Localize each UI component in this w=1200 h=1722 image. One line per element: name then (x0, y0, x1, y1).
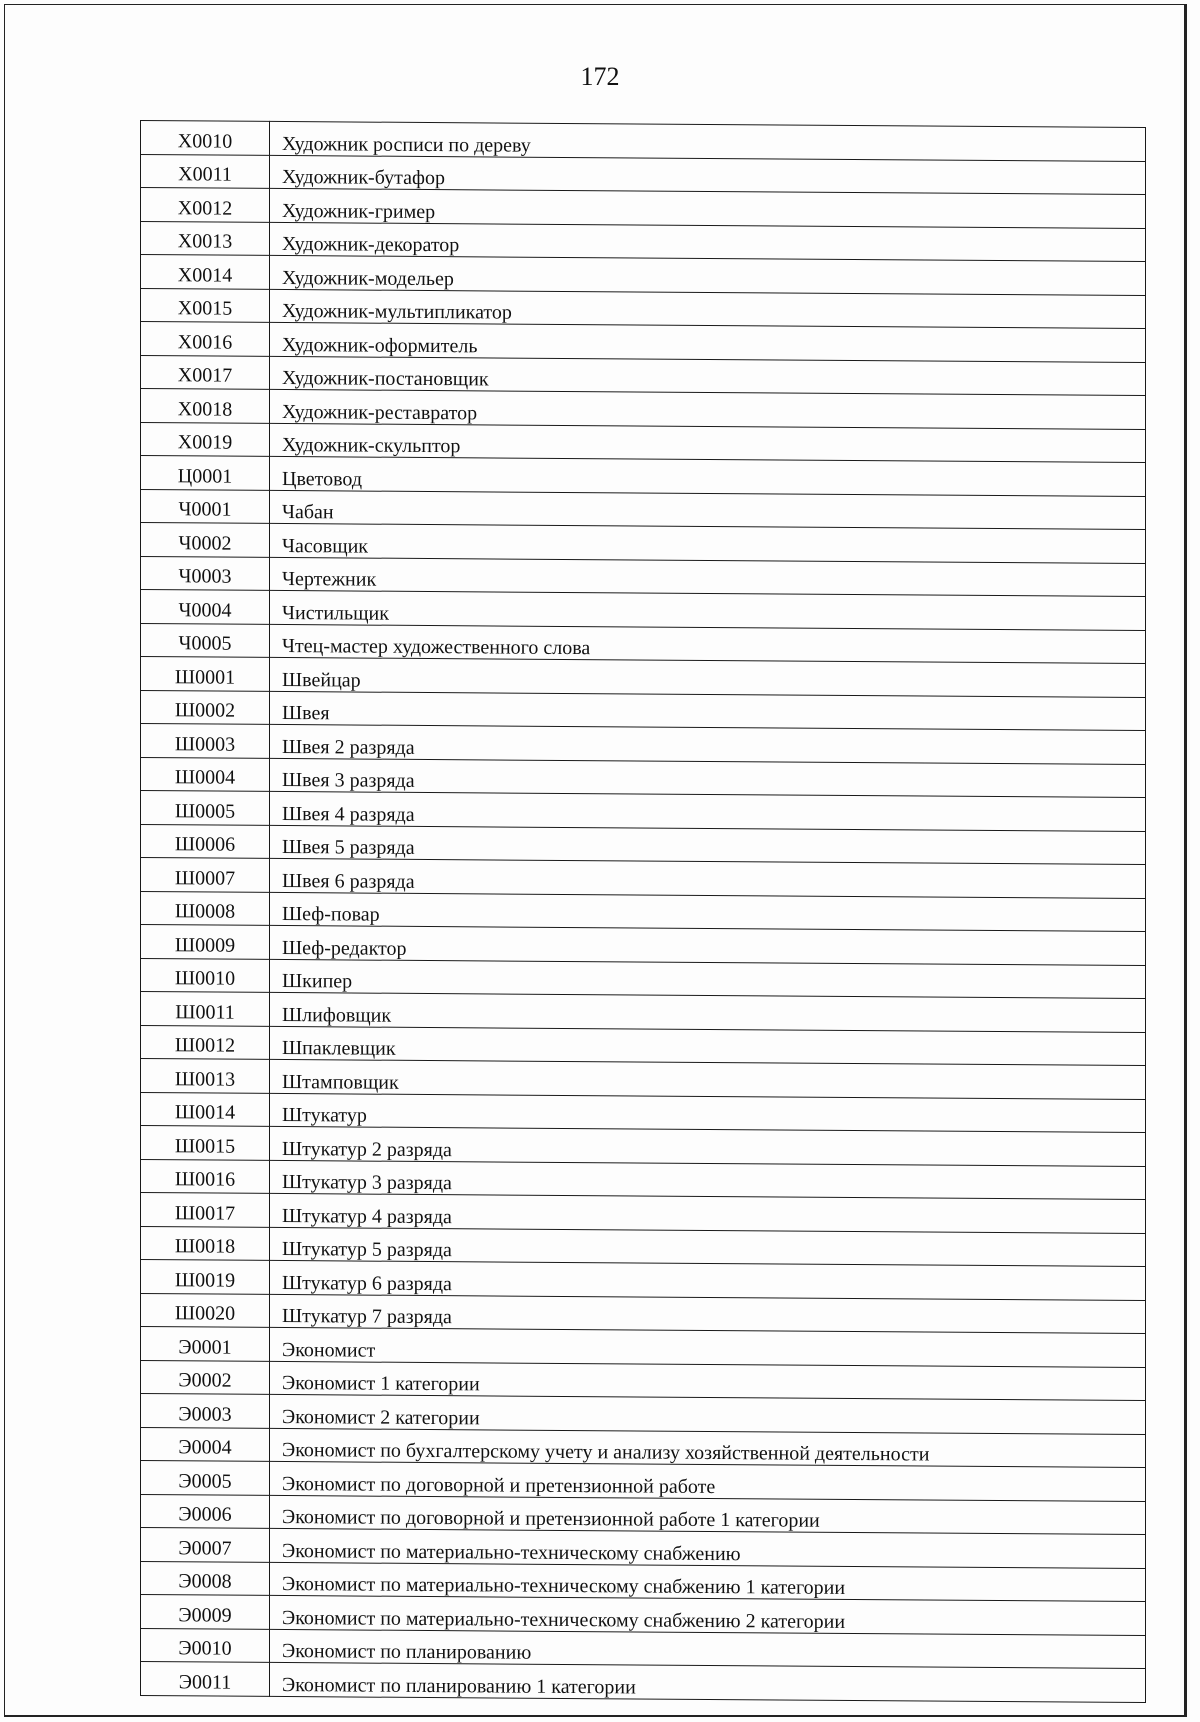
row-code: Ш0011 (141, 992, 270, 1026)
row-title: Художник-реставратор (270, 389, 1146, 429)
row-title: Экономист по планированию 1 категории (270, 1662, 1146, 1702)
row-code: Э0011 (141, 1662, 270, 1696)
row-title: Экономист 2 категории (270, 1394, 1146, 1434)
row-code: Э0003 (141, 1394, 270, 1428)
row-code: Х0013 (141, 221, 270, 255)
row-title: Швейцар (270, 657, 1146, 697)
row-title: Экономист 1 категории (270, 1361, 1146, 1401)
row-title: Экономист по договорной и претензионной работе 1 категории (270, 1495, 1146, 1535)
row-title: Чтец-мастер художественного слова (270, 624, 1146, 664)
row-title: Художник-постановщик (270, 356, 1146, 396)
row-title: Швея 3 разряда (270, 758, 1146, 798)
row-code: Ш0007 (141, 858, 270, 892)
row-title: Штукатур 4 разряда (270, 1193, 1146, 1233)
row-title: Художник-гример (270, 188, 1146, 228)
row-title: Штукатур 3 разряда (270, 1160, 1146, 1200)
row-title: Чабан (270, 490, 1146, 530)
row-code: Ш0018 (141, 1226, 270, 1260)
row-code: Э0008 (141, 1561, 270, 1595)
row-title: Швея 5 разряда (270, 825, 1146, 865)
row-code: Э0006 (141, 1494, 270, 1528)
row-code: Э0001 (141, 1327, 270, 1361)
page-number: 172 (580, 62, 620, 91)
row-code: Х0016 (141, 322, 270, 356)
row-code: Ш0019 (141, 1260, 270, 1294)
row-title: Шкипер (270, 959, 1146, 999)
row-title: Экономист по бухгалтерскому учету и анализу хозяйственной деятельности (270, 1428, 1146, 1468)
row-code: Ч0002 (141, 523, 270, 557)
row-code: Х0012 (141, 188, 270, 222)
row-title: Часовщик (270, 523, 1146, 563)
row-title: Штукатур 2 разряда (270, 1126, 1146, 1166)
row-title: Швея 4 разряда (270, 791, 1146, 831)
row-title: Штукатур 5 разряда (270, 1227, 1146, 1267)
row-title: Экономист по материально-техническому снабжению (270, 1528, 1146, 1568)
table-row (141, 1662, 1146, 1703)
row-title: Шеф-повар (270, 892, 1146, 932)
row-code: Х0015 (141, 288, 270, 322)
row-code: Ш0002 (141, 690, 270, 724)
row-code: Э0009 (141, 1595, 270, 1629)
row-code: Ч0001 (141, 489, 270, 523)
row-title: Штукатур 6 разряда (270, 1260, 1146, 1300)
row-title: Шпаклевщик (270, 1026, 1146, 1066)
row-title: Чертежник (270, 557, 1146, 597)
row-title: Штукатур 7 разряда (270, 1294, 1146, 1334)
profession-codes-table (140, 120, 1146, 1703)
row-title: Экономист по планированию (270, 1629, 1146, 1669)
row-code: Ш0017 (141, 1193, 270, 1227)
row-code: Ш0006 (141, 824, 270, 858)
row-code: Ш0015 (141, 1126, 270, 1160)
row-code: Ц0001 (141, 456, 270, 490)
row-code: Ш0001 (141, 657, 270, 691)
row-title: Штукатур (270, 1093, 1146, 1133)
row-title: Шеф-редактор (270, 925, 1146, 965)
row-code: Х0011 (141, 154, 270, 188)
row-code: Х0014 (141, 255, 270, 289)
row-code: Ш0004 (141, 757, 270, 791)
row-code: Ш0008 (141, 891, 270, 925)
row-code: Ч0003 (141, 556, 270, 590)
row-code: Э0007 (141, 1528, 270, 1562)
row-code: Х0018 (141, 389, 270, 423)
row-title: Художник-декоратор (270, 222, 1146, 262)
row-code: Ч0005 (141, 623, 270, 657)
row-code: Х0017 (141, 355, 270, 389)
row-code: Ш0014 (141, 1092, 270, 1126)
row-code: Ш0012 (141, 1025, 270, 1059)
row-code: Х0010 (141, 121, 270, 155)
row-code: Ч0004 (141, 590, 270, 624)
row-title: Художник росписи по дереву (270, 121, 1146, 161)
row-title: Чистильщик (270, 590, 1146, 630)
row-title: Экономист по договорной и претензионной работе (270, 1461, 1146, 1501)
row-code: Э0010 (141, 1628, 270, 1662)
row-title: Художник-модельер (270, 255, 1146, 295)
row-code: Ш0016 (141, 1159, 270, 1193)
row-title: Экономист (270, 1327, 1146, 1367)
row-code: Э0005 (141, 1461, 270, 1495)
row-code: Ш0005 (141, 791, 270, 825)
row-code: Э0004 (141, 1427, 270, 1461)
table-body (141, 121, 1146, 1703)
row-code: Ш0020 (141, 1293, 270, 1327)
row-title: Швея 6 разряда (270, 858, 1146, 898)
row-title: Швея (270, 691, 1146, 731)
row-title: Цветовод (270, 456, 1146, 496)
row-title: Швея 2 разряда (270, 724, 1146, 764)
row-code: Ш0009 (141, 925, 270, 959)
row-title: Художник-бутафор (270, 155, 1146, 195)
row-title: Художник-мультипликатор (270, 289, 1146, 329)
row-title: Экономист по материально-техническому снабжению 1 категории (270, 1562, 1146, 1602)
row-code: Э0002 (141, 1360, 270, 1394)
row-code: Ш0010 (141, 958, 270, 992)
row-title: Художник-скульптор (270, 423, 1146, 463)
row-title: Шлифовщик (270, 992, 1146, 1032)
row-title: Штамповщик (270, 1059, 1146, 1099)
row-title: Художник-оформитель (270, 322, 1146, 362)
row-title: Экономист по материально-техническому снабжению 2 категории (270, 1595, 1146, 1635)
row-code: Х0019 (141, 422, 270, 456)
row-code: Ш0003 (141, 724, 270, 758)
row-code: Ш0013 (141, 1059, 270, 1093)
